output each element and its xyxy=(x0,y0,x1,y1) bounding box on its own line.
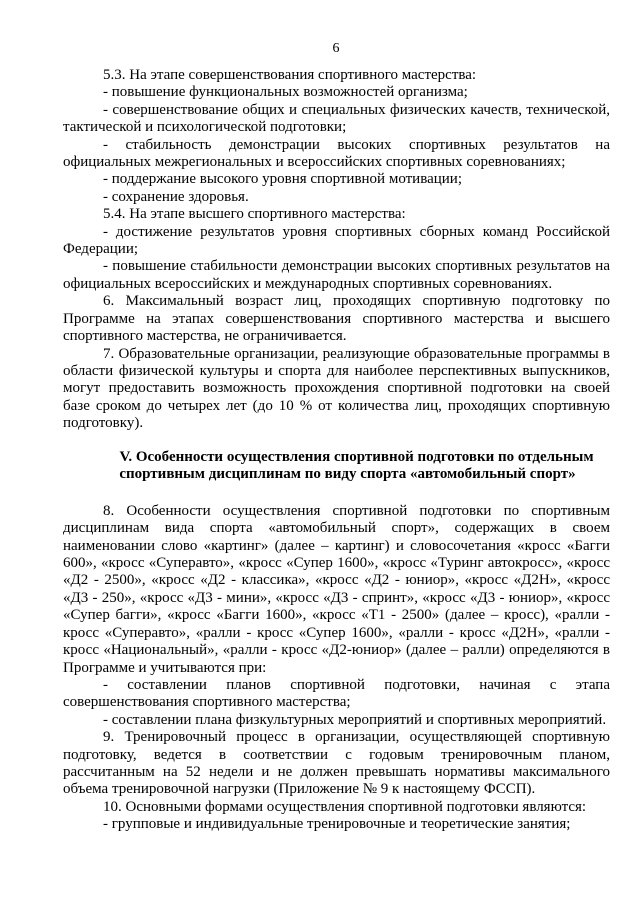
bullet-item xyxy=(63,137,610,172)
document-body xyxy=(63,67,610,834)
bullet-item xyxy=(63,258,610,293)
text-line: 7. Образовательные организации, реализующие образовательные программы в xyxy=(103,345,610,362)
text-line: 6. Максимальный возраст лиц, проходящих спортивную подготовку по xyxy=(103,293,610,310)
heading-line: V. Особенности осуществления спортивной подготовки по отдельным xyxy=(119,448,594,465)
text-line: подготовку, ведется в соответствии с годовым тренировочным планом, xyxy=(63,746,610,763)
text-line: 10. Основными формами осуществления спортивной подготовки являются: xyxy=(103,798,587,815)
clause-10-paragraph xyxy=(63,799,610,816)
text-line: кросс «Суперавто», «ралли - кросс «Супер 1600», «ралли - кросс «Д2Н», «ралли - xyxy=(63,624,610,641)
section-v-body xyxy=(63,503,610,834)
bullet-item xyxy=(63,171,610,188)
text-line: подготовку). xyxy=(63,415,144,432)
clause-7-paragraph xyxy=(63,346,610,433)
text-line: - составлении плана физкультурных мероприятий и спортивных мероприятий. xyxy=(103,711,607,728)
text-line: области физической культуры и спорта для наиболее перспективных выпускников, xyxy=(63,362,610,379)
text-line: совершенствования спортивного мастерства; xyxy=(63,694,351,711)
text-line: дисциплинам вида спорта «автомобильный спорт», содержащих в своем xyxy=(63,520,610,537)
text-line: базе сроком до четырех лет (до 10 % от количества лиц, проходящих спортивную xyxy=(63,397,610,414)
text-line: - сохранение здоровья. xyxy=(103,188,249,205)
clause-8-paragraph xyxy=(63,503,610,677)
text-line: - групповые и индивидуальные тренировочные и теоретические занятия; xyxy=(103,816,571,833)
text-line: - составлении планов спортивной подготовки, начиная с этапа xyxy=(103,676,610,693)
text-line: Программе на этапах совершенствования спортивного мастерства и высшего xyxy=(63,310,610,327)
heading-line: спортивным дисциплинам по виду спорта «автомобильный спорт» xyxy=(119,465,576,482)
bullet-item xyxy=(63,224,610,259)
bullet-item xyxy=(63,102,610,137)
bullet-item xyxy=(63,712,610,729)
bullet-item xyxy=(63,189,610,206)
text-line: «Супер багги», «кросс «Багги 1600», «кросс «Т1 - 2500» (далее – кросс), «ралли - xyxy=(63,607,610,624)
clause-5-3-heading xyxy=(63,67,610,84)
text-line: «Д3 - 250», «кросс «Д3 - мини», «кросс «Д3 - спринт», «кросс «Д3 - юниор», «кросс xyxy=(63,589,610,606)
text-line: «Д2 - 2500», «кросс «Д2 - классика», «кросс «Д2 - юниор», «кросс «Д2Н», «кросс xyxy=(63,572,610,589)
text-line: официальных всероссийских и международных спортивных соревнованиях. xyxy=(63,275,553,292)
text-line: - стабильность демонстрации высоких спортивных результатов на xyxy=(103,136,610,153)
bullet-item xyxy=(63,677,610,712)
page-number: 6 xyxy=(332,41,340,56)
text-line: тактической и психологической подготовки; xyxy=(63,119,347,136)
text-line: - повышение стабильности демонстрации высоких спортивных результатов на xyxy=(103,258,610,275)
text-line: 8. Особенности осуществления спортивной подготовки по спортивным xyxy=(103,502,610,519)
text-line: Программе и учитываются при: xyxy=(63,659,267,676)
clause-5-4-heading xyxy=(63,206,610,223)
text-line: кросс «Национальный», «ралли - кросс «Д2-юниор» (далее – ралли) определяются в xyxy=(63,642,610,659)
text-line: рассчитанным на 52 недели и не должен превышать нормативы максимального xyxy=(63,763,610,780)
text-line: спортивного мастерства, не ограничивается. xyxy=(63,328,347,345)
text-line: 9. Тренировочный процесс в организации, осуществляющей спортивную xyxy=(103,729,610,746)
bullet-item xyxy=(63,816,610,833)
text-line: 5.3. На этапе совершенствования спортивного мастерства: xyxy=(103,67,477,83)
clause-6-paragraph xyxy=(63,293,610,345)
text-line: 600», «кросс «Суперавто», «кросс «Супер 1600», «кросс «Туринг автокросс», «кросс xyxy=(63,555,610,572)
bullet-item xyxy=(63,84,610,101)
text-line: Федерации; xyxy=(63,241,139,258)
text-line: наименовании слово «картинг» (далее – картинг) и словосочетания «кросс «Багги xyxy=(63,537,610,554)
text-line: 5.4. На этапе высшего спортивного мастерства: xyxy=(103,206,406,223)
text-line: - достижение результатов уровня спортивных сборных команд Российской xyxy=(103,223,610,240)
text-line: объема тренировочной нагрузки (Приложение № 9 к настоящему ФССП). xyxy=(63,781,536,798)
text-line: - совершенствование общих и специальных физических качеств, технической, xyxy=(103,101,610,118)
text-line: - повышение функциональных возможностей организма; xyxy=(103,84,468,101)
text-line: могут предоставить возможность прохождения спортивной подготовки на своей xyxy=(63,380,610,397)
text-line: - поддержание высокого уровня спортивной мотивации; xyxy=(103,171,463,188)
section-v-heading xyxy=(63,449,610,484)
clause-9-paragraph xyxy=(63,729,610,799)
text-line: официальных межрегиональных и всероссийских спортивных соревнованиях; xyxy=(63,154,566,171)
